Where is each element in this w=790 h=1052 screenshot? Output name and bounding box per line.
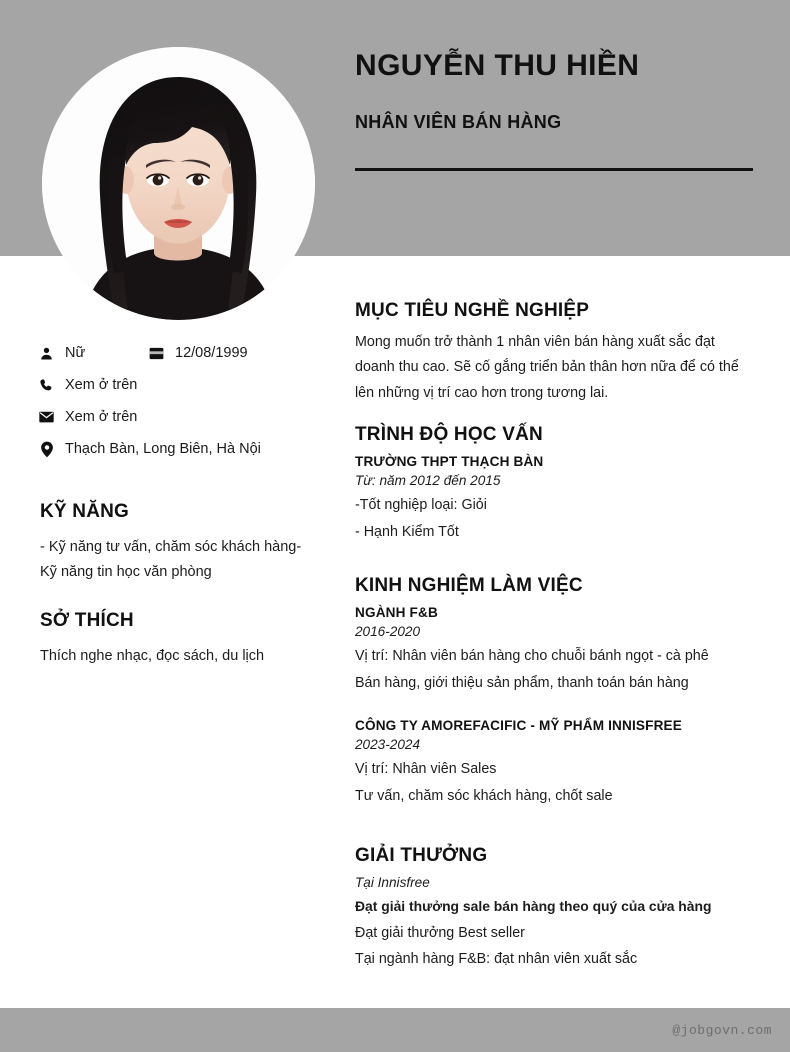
person-icon [38, 345, 55, 362]
education-line-2: - Hạnh Kiểm Tốt [355, 523, 459, 540]
experience-line-1: Vị trí: Nhân viên bán hàng cho chuỗi bánh ngọt - cà phê [355, 648, 709, 665]
section-experience [355, 575, 755, 809]
awards-heading: GIẢI THƯỞNG [355, 844, 488, 866]
name-block [355, 49, 755, 133]
contact-list [38, 337, 328, 465]
education-school: TRƯỜNG THPT THẠCH BÀN [355, 454, 544, 470]
contact-item-gender [38, 345, 148, 362]
watermark: @jobgovn.com [672, 1023, 772, 1038]
job-title: NHÂN VIÊN BÁN HÀNG [355, 111, 562, 132]
objective-body: Mong muốn trở thành 1 nhân viên bán hàng xuất sắc đạt doanh thu cao. Sẽ cố gắng triển bản thân hơn nữa để có thể lên những vị trí cao hơn trong tương lai. [355, 334, 739, 401]
contact-item-birthdate [148, 345, 248, 362]
contact-item-email [38, 409, 137, 426]
awards-location: Tại Innisfree [355, 874, 430, 890]
awards-line-1: Đạt giải thưởng sale bán hàng theo quý của cửa hàng [355, 897, 712, 914]
experience-entry [355, 718, 755, 809]
education-line-1: -Tốt nghiệp loại: Giỏi [355, 497, 487, 514]
awards-line-3: Tại ngành hàng F&B: đạt nhân viên xuất sắc [355, 951, 638, 968]
contact-row-email [38, 401, 328, 433]
section-hobbies [38, 610, 328, 669]
location-pin-icon [38, 441, 55, 458]
section-awards [355, 845, 755, 973]
experience-entry [355, 605, 755, 696]
phone-value: Xem ở trên [65, 377, 138, 393]
experience-company: NGÀNH F&B [355, 605, 438, 621]
experience-company: CÔNG TY AMOREFACIFIC - MỸ PHẨM INNISFREE [355, 718, 682, 734]
contact-item-phone [38, 377, 137, 394]
education-period: Từ: năm 2012 đến 2015 [355, 473, 501, 489]
phone-icon [38, 377, 55, 394]
experience-line-2: Bán hàng, giới thiệu sản phẩm, thanh toán bán hàng [355, 674, 689, 691]
education-heading: TRÌNH ĐỘ HỌC VẤN [355, 424, 543, 446]
section-objective [355, 300, 755, 406]
contact-item-address [38, 441, 261, 458]
section-education [355, 424, 755, 545]
skills-heading: KỸ NĂNG [40, 501, 130, 522]
email-value: Xem ở trên [65, 409, 138, 425]
gender-value: Nữ [65, 345, 86, 361]
objective-heading: MỤC TIÊU NGHỀ NGHIỆP [355, 300, 590, 321]
profile-photo [42, 47, 315, 320]
awards-line-2: Đạt giải thưởng Best seller [355, 924, 525, 941]
experience-period: 2023-2024 [355, 737, 421, 753]
section-skills [38, 501, 328, 586]
contact-row-address [38, 433, 328, 465]
experience-heading: KINH NGHIỆM LÀM VIỆC [355, 575, 583, 597]
right-column [355, 300, 755, 991]
experience-period: 2016-2020 [355, 624, 421, 640]
experience-line-2: Tư vấn, chăm sóc khách hàng, chốt sale [355, 787, 613, 804]
education-entry [355, 454, 755, 545]
full-name: NGUYỄN THU HIỀN [355, 49, 640, 82]
hobbies-heading: SỞ THÍCH [40, 609, 134, 631]
hobbies-body: Thích nghe nhạc, đọc sách, du lịch [40, 647, 265, 664]
address-value: Thạch Bàn, Long Biên, Hà Nội [65, 441, 261, 457]
calendar-icon [148, 345, 165, 362]
contact-row-gender-birthdate [38, 337, 328, 369]
contact-row-phone [38, 369, 328, 401]
birthdate-value: 12/08/1999 [175, 345, 248, 361]
skills-body: - Kỹ năng tư vấn, chăm sóc khách hàng- Kỹ năng tin học văn phòng [40, 539, 302, 581]
profile-photo-image [42, 47, 315, 320]
envelope-icon [38, 409, 55, 426]
left-column [38, 337, 328, 669]
experience-line-1: Vị trí: Nhân viên Sales [355, 761, 497, 778]
header-divider [355, 168, 753, 171]
